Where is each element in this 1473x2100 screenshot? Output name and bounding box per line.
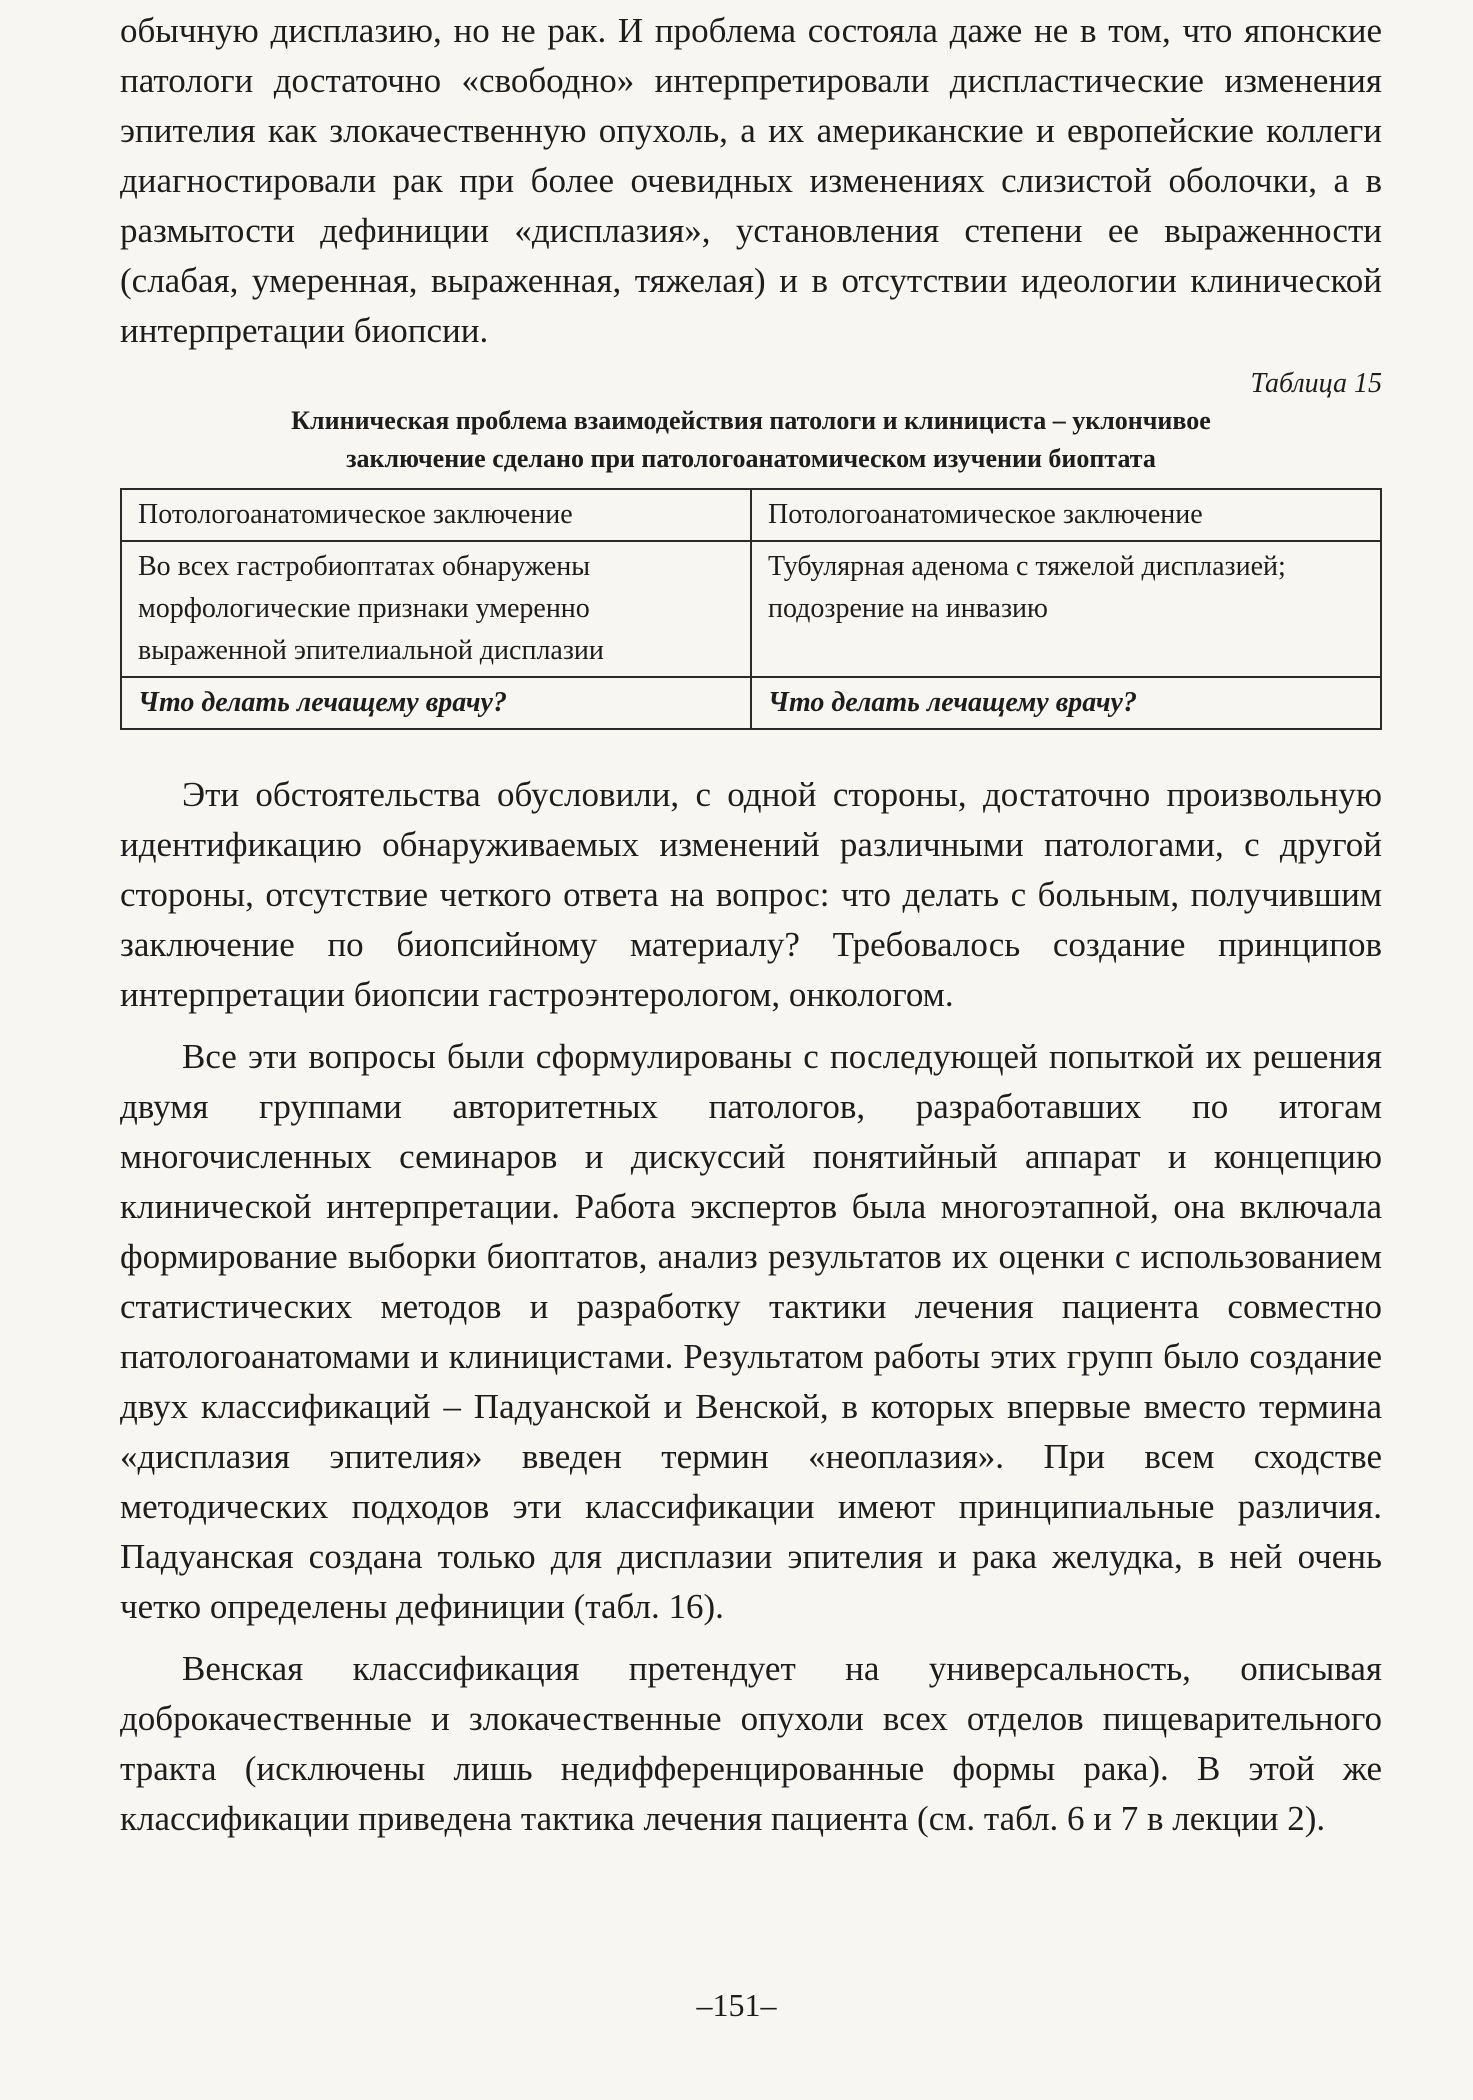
table-row [121,541,1381,677]
page-number: –151– [696,1987,777,2023]
page-content [120,6,1382,1844]
paragraph-circumstances: Эти обстоятельства обусловили, с одной стороны, достаточно произвольную идентификацию обнаруживаемых изменений различными патологами, с другой стороны, отсутствие четкого ответа на вопрос: что делать с больным, получившим заключение по биопсийному материалу? Требовалось создание принципов интерпретации биопсии гастроэнтерологом, онкологом. [120,775,1382,1014]
table-header-cell: Потологоанатомическое заключение [751,489,1381,541]
table-title [120,402,1382,478]
paragraph-intro: обычную дисплазию, но не рак. И проблема состояла даже не в том, что японские патологи достаточно «свободно» интерпретировали диспластические изменения эпителия как злокачественную опухоль, а их американские и европейские коллеги диагностировали рак при более очевидных изменениях слизистой оболочки, а в размытости дефиниции «дисплазия», установления степени ее выраженности (слабая, умеренная, выраженная, тяжелая) и в отсутствии идеологии клинической интерпретации биопсии. [120,11,1382,350]
conclusion-table [120,488,1382,730]
table-header-cell: Потологоанатомическое заключение [121,489,751,541]
table-title-line-1: Клиническая проблема взаимодействия патологи и клинициста – уклончивое [291,406,1211,435]
table-title-line-2: заключение сделано при патологоанатомическом изучении биоптата [346,444,1156,473]
table-header-row [121,489,1381,541]
table-label: Таблица 15 [1250,368,1382,399]
table-question-row [121,677,1381,729]
table-cell: Во всех гастробиоптатах обнаружены морфологические признаки умеренно выраженной эпителиальной дисплазии [121,541,751,677]
table-cell: Тубулярная аденома с тяжелой дисплазией; подозрение на инвазию [751,541,1381,677]
paragraph-vienna-classification: Венская классификация претендует на универсальность, описывая доброкачественные и злокачественные опухоли всех отделов пищеварительного тракта (исключены лишь недифференцированные формы рака). В этой же классификации приведена тактика лечения пациента (см. табл. 6 и 7 в лекции 2). [120,1649,1382,1838]
table-question-cell: Что делать лечащему врачу? [751,677,1381,729]
table-question-cell: Что делать лечащему врачу? [121,677,751,729]
paragraph-expert-groups: Все эти вопросы были сформулированы с последующей попыткой их решения двумя группами авторитетных патологов, разработавших по итогам многочисленных семинаров и дискуссий понятийный аппарат и концепцию клинической интерпретации. Работа экспертов была многоэтапной, она включала формирование выборки биоптатов, анализ результатов их оценки с использованием статистических методов и разработку тактики лечения пациента совместно патологоанатомами и клиницистами. Результатом работы этих групп было создание двух классификаций – Падуанской и Венской, в которых впервые вместо термина «дисплазия эпителия» введен термин «неоплазия». При всем сходстве методических подходов эти классификации имеют принципиальные различия. Падуанская создана только для дисплазии эпителия и рака желудка, в ней очень четко определены дефиниции (табл. 16). [120,1037,1382,1626]
